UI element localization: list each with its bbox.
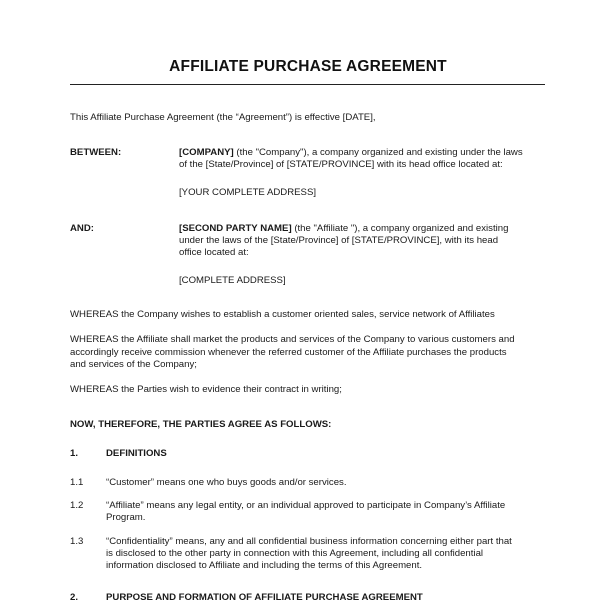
company-name-placeholder: [COMPANY] [179, 147, 234, 158]
clause-1-3-text-line2: is disclosed to the other party in connection with this Agreement, including all confidential [106, 548, 484, 559]
agreement-heading: NOW, THEREFORE, THE PARTIES AGREE AS FOLLOWS: [70, 419, 332, 430]
and-line1-text: (the "Affiliate "), a company organized and existing [291, 223, 509, 234]
between-address: [YOUR COMPLETE ADDRESS] [179, 187, 317, 198]
section-2-number: 2. [70, 592, 79, 600]
and-line2: under the laws of the [State/Province] of [STATE/PROVINCE], with its head [179, 235, 499, 246]
section-1-number: 1. [70, 448, 79, 459]
clause-1-3-text-line3: information disclosed to Affiliate and including the terms of this Agreement. [106, 560, 423, 571]
intro-paragraph: This Affiliate Purchase Agreement (the “Agreement”) is effective [DATE], [70, 112, 376, 123]
and-label: AND: [70, 223, 94, 234]
clause-1-2-number: 1.2 [70, 500, 84, 511]
between-party-line [179, 147, 523, 160]
clause-1-3-number: 1.3 [70, 536, 84, 547]
between-label: BETWEEN: [70, 147, 122, 158]
clause-1-2-text-line2: Program. [106, 512, 146, 523]
between-line2: of the [State/Province] of [STATE/PROVINCE] with its head office located at: [179, 159, 503, 170]
and-line3: office located at: [179, 247, 249, 258]
whereas-clause-1: WHEREAS the Company wishes to establish a customer oriented sales, service network of Affiliates [70, 309, 495, 320]
section-2-heading: PURPOSE AND FORMATION OF AFFILIATE PURCHASE AGREEMENT [106, 592, 423, 600]
and-address: [COMPLETE ADDRESS] [179, 275, 286, 286]
clause-1-1-number: 1.1 [70, 477, 84, 488]
whereas-clause-2-line3: and services of the Company; [70, 359, 197, 370]
between-line1-text: (the "Company"), a company organized and existing under the laws [233, 147, 523, 158]
whereas-clause-2-line1: WHEREAS the Affiliate shall market the products and services of the Company to various customers and [70, 334, 515, 345]
whereas-clause-2-line2: accordingly receive commission whenever the referred customer of the Affiliate purchases the products [70, 347, 507, 358]
whereas-clause-3: WHEREAS the Parties wish to evidence their contract in writing; [70, 384, 342, 395]
document-title: AFFILIATE PURCHASE AGREEMENT [169, 58, 447, 75]
title-rule [70, 84, 545, 85]
clause-1-2-text-line1: “Affiliate” means any legal entity, or an individual approved to participate in Company’s Affiliate [106, 500, 506, 511]
second-party-name-placeholder: [SECOND PARTY NAME] [179, 223, 292, 234]
section-1-heading: DEFINITIONS [106, 448, 167, 459]
clause-1-3-text-line1: “Confidentiality” means, any and all confidential business information concerning either part that [106, 536, 512, 547]
clause-1-1-text: “Customer” means one who buys goods and/or services. [106, 477, 347, 488]
and-party-line [179, 223, 508, 236]
